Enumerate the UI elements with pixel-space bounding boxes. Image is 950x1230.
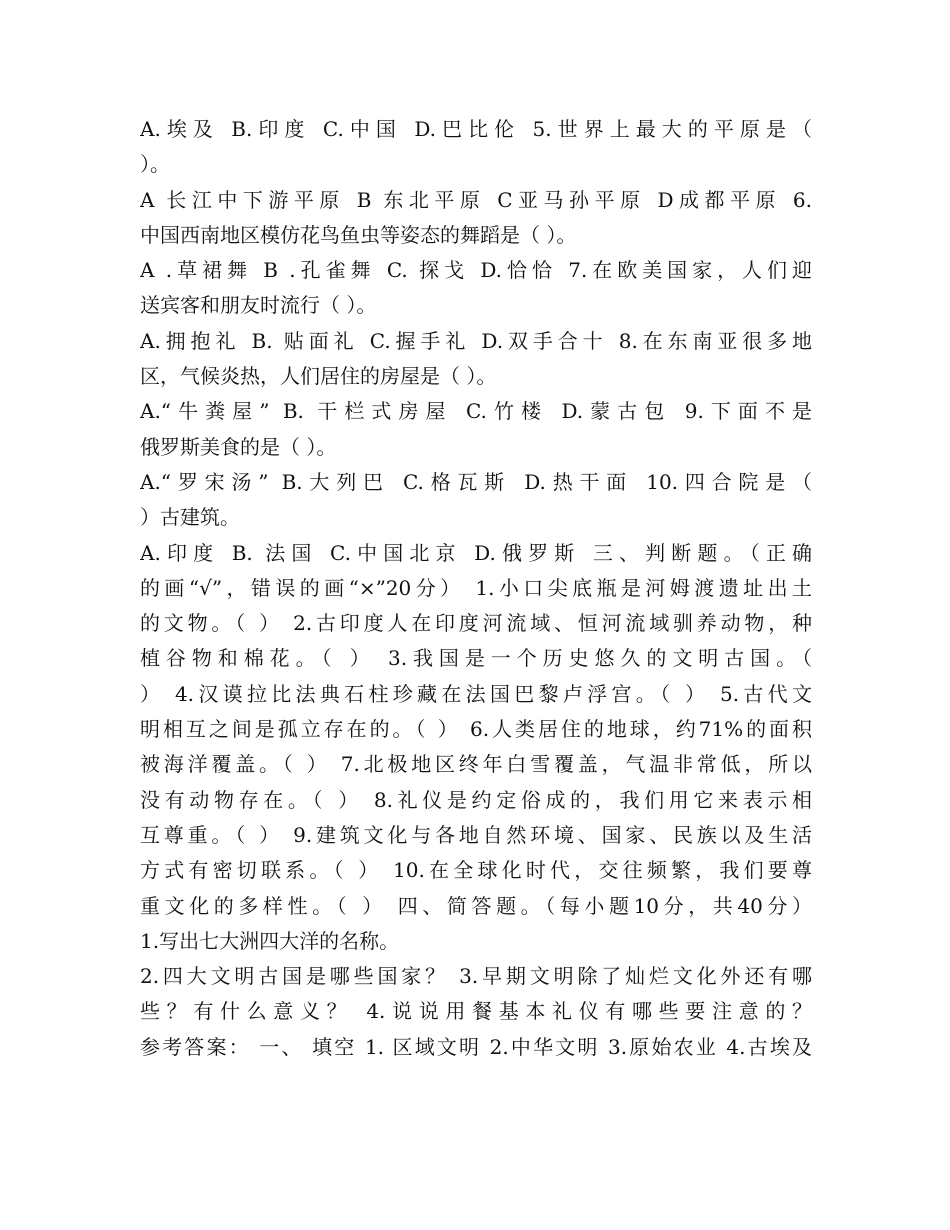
text-line: 中国西南地区模仿花鸟鱼虫等姿态的舞蹈是（ ）。 [140, 222, 577, 247]
text-line: A .草裙舞 B .孔雀舞 C. 探戈 D.恰恰 7.在欧美国家，人们迎 [140, 258, 812, 283]
text-line: 被海洋覆盖。（ ） 7.北极地区终年白雪覆盖，气温非常低，所以 [140, 752, 812, 777]
text-line: A.“牛粪屋” B. 干栏式房屋 C.竹楼 D.蒙古包 9.下面不是 [140, 399, 812, 424]
text-line: ） 4.汉谟拉比法典石柱珍藏在法国巴黎卢浮宫。（ ） 5.古代文 [140, 681, 812, 706]
text-line: 方式有密切联系。（ ） 10.在全球化时代，交往频繁，我们要尊 [140, 858, 812, 883]
text-line: 2.四大文明古国是哪些国家？ 3.早期文明除了灿烂文化外还有哪 [140, 964, 812, 989]
text-line: 些？有什么意义？ 4.说说用餐基本礼仪有哪些要注意的？ [140, 999, 812, 1024]
text-line: 1.写出七大洲四大洋的名称。 [140, 928, 400, 953]
text-line: A.印度 B. 法国 C.中国北京 D.俄罗斯 三、判断题。（正确 [140, 540, 812, 565]
text-line: 区，气候炎热，人们居住的房屋是（ ）。 [140, 364, 497, 389]
text-line: ）。 [140, 152, 170, 177]
text-line: 明相互之间是孤立存在的。（ ） 6.人类居住的地球，约71%的面积 [140, 717, 812, 742]
text-line: 植谷物和棉花。（ ） 3.我国是一个历史悠久的文明古国。（ [140, 646, 812, 671]
text-line: A.拥抱礼 B. 贴面礼 C.握手礼 D.双手合十 8.在东南亚很多地 [140, 328, 812, 353]
text-line: 互尊重。（ ） 9.建筑文化与各地自然环境、国家、民族以及生活 [140, 822, 812, 847]
text-line: 重文化的多样性。（ ） 四、简答题。（每小题10分，共40分） [140, 893, 812, 918]
text-line: 俄罗斯美食的是（ ）。 [140, 434, 337, 459]
text-line: 参考答案： 一、 填空 1. 区域文明 2.中华文明 3.原始农业 4.古埃及 [140, 1034, 812, 1059]
text-line: A.“罗宋汤” B.大列巴 C.格瓦斯 D.热干面 10.四合院是（ [140, 469, 812, 494]
text-line: A.埃及 B.印度 C.中国 D.巴比伦 5.世界上最大的平原是（ [140, 117, 812, 141]
text-line: 没有动物存在。（ ） 8.礼仪是约定俗成的，我们用它来表示相 [140, 787, 812, 812]
text-line: 的文物。（ ） 2.古印度人在印度河流域、恒河流域驯养动物，种 [140, 611, 812, 636]
text-line: 的画“√”，错误的画“×”20分） 1.小口尖底瓶是河姆渡遗址出土 [140, 575, 812, 600]
text-line: 送宾客和朋友时流行（ ）。 [140, 293, 377, 318]
text-line: A 长江中下游平原 B 东北平原 C亚马孙平原 D成都平原 6. [140, 187, 812, 212]
text-line: ）古建筑。 [140, 505, 240, 530]
document-body [140, 112, 812, 1065]
